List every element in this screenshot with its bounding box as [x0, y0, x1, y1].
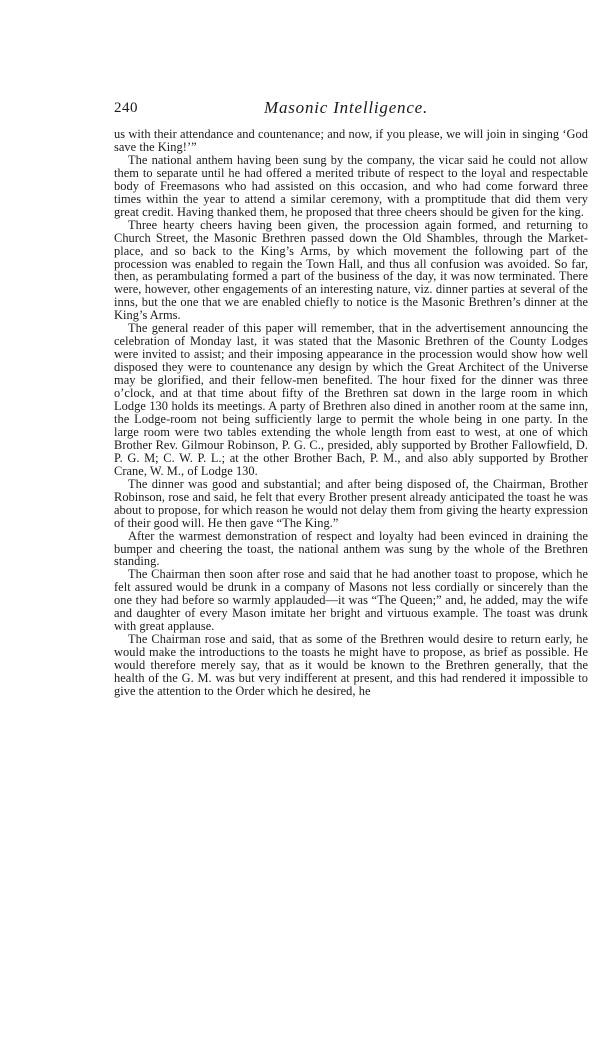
running-head: Masonic Intelligence.	[264, 98, 429, 117]
page-number: 240	[114, 100, 138, 116]
paragraph: Three hearty cheers having been given, the procession again formed, and returning to Church Street, the Masonic Brethren passed down the Old Shambles, through the Market-place, and so back to the King’s Arms, by which movement the following part of the procession was enabled to regain the Town Hall, and thus all confusion was avoided. So far, then, as perambulating formed a part of the business of the day, it was now terminated. There were, however, other engagements of an interesting nature, viz. dinner parties at several of the inns, but the one that we are enabled chiefly to notice is the Masonic Brethren’s dinner at the King’s Arms.	[114, 217, 588, 323]
document-page	[114, 98, 588, 698]
paragraph: After the warmest demonstration of respect and loyalty had been evinced in draining the bumper and cheering the toast, the national anthem was sung by the whole of the Brethren standing.	[114, 528, 588, 569]
page-header	[114, 98, 588, 128]
paragraph: us with their attendance and countenance; and now, if you please, we will join in singing ‘God save the King!’”	[114, 127, 588, 154]
paragraph: The dinner was good and substantial; and after being disposed of, the Chairman, Brother Robinson, rose and said, he felt that every Brother present already anticipated the toast he was about to propose, for which reason he would not delay them from giving the hearty expression of their good will. He then gave “The King.”	[114, 476, 588, 530]
paragraph: The general reader of this paper will remember, that in the advertisement announcing the celebration of Monday last, it was stated that the Masonic Brethren of the County Lodges were invited to assist; and their imposing appearance in the procession would show how well disposed they were to countenance any design by which the Great Architect of the Universe may be glorified, and their fellow-men benefited. The hour fixed for the dinner was three o’clock, and at that time about fifty of the Brethren sat down in the large room in which Lodge 130 holds its meetings. A party of Brethren also dined in another room at the same inn, the Lodge-room not being sufficiently large to permit the whole being in one party. In the large room were two tables extending the whole length from east to west, at one of which Brother Rev. Gilmour Robinson, P. G. C., presided, ably supported by Brother Fallowfield, D. P. G. M; C. W. P. L.; at the other Brother Bach, P. M., and also ably supported by Brother Crane, W. M., of Lodge 130.	[114, 321, 588, 478]
paragraph: The national anthem having been sung by the company, the vicar said he could not allow them to separate until he had offered a merited tribute of respect to the loyal and respectable body of Freemasons who had assisted on this occasion, and who had come forward three times within the year to attend a similar ceremony, with a promptitude that did them very great credit. Having thanked them, he proposed that three cheers should be given for the king.	[114, 152, 588, 219]
paragraph: The Chairman rose and said, that as some of the Brethren would desire to return early, he would make the introductions to the toasts he might have to propose, as brief as possible. He would therefore merely say, that as it would be known to the Brethren generally, that the health of the G. M. was but very indifferent at present, and this had rendered it impossible to give the attention to the Order which he desired, he	[114, 632, 588, 698]
paragraph: The Chairman then soon after rose and said that he had another toast to propose, which he felt assured would be drunk in a company of Masons not less cordially or sincerely than the one they had before so warmly applauded—it was “The Queen;” and, he added, may the wife and daughter of every Mason imitate her bright and virtuous example. The toast was drunk with great applause.	[114, 567, 588, 634]
article-body	[114, 128, 588, 698]
